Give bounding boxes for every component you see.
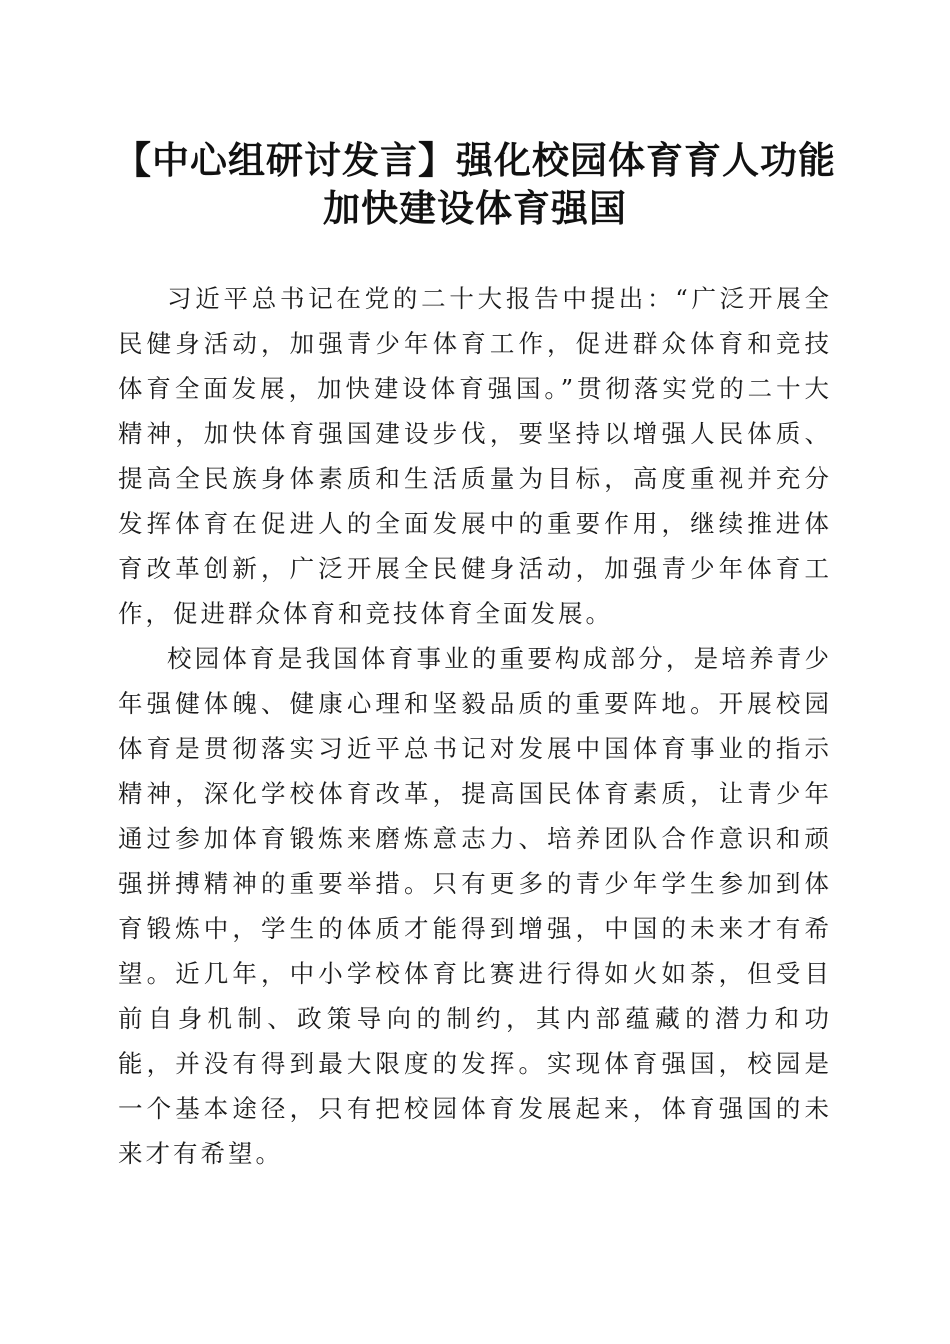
paragraph: 习近平总书记在党的二十大报告中提出：“广泛开展全民健身活动，加强青少年体育工作，促进群众体育和竞技体育全面发展，加快建设体育强国。”贯彻落实党的二十大精神，加快体育强国建设步伐，要坚持以增强人民体质、提高全民族身体素质和生活质量为目标，高度重视并充分发挥体育在促进人的全面发展中的重要作用，继续推进体育改革创新，广泛开展全民健身活动，加强青少年体育工作，促进群众体育和竞技体育全面发展。 (118, 284, 832, 628)
paragraph: 校园体育是我国体育事业的重要构成部分，是培养青少年强健体魄、健康心理和坚毅品质的重要阵地。开展校园体育是贯彻落实习近平总书记对发展中国体育事业的指示精神，深化学校体育改革，提高国民体育素质，让青少年通过参加体育锻炼来磨炼意志力、培养团队合作意识和顽强拼搏精神的重要举措。只有更多的青少年学生参加到体育锻炼中，学生的体质才能得到增强，中国的未来才有希望。近几年，中小学校体育比赛进行得如火如荼，但受目前自身机制、政策导向的制约，其内部蕴藏的潜力和功能，并没有得到最大限度的发挥。实现体育强国，校园是一个基本途径，只有把校园体育发展起来，体育强国的未来才有希望。 (118, 644, 832, 1168)
document-body (118, 276, 832, 1176)
document-title: 【中心组研讨发言】强化校园体育育人功能加快建设体育强国 (114, 138, 836, 230)
